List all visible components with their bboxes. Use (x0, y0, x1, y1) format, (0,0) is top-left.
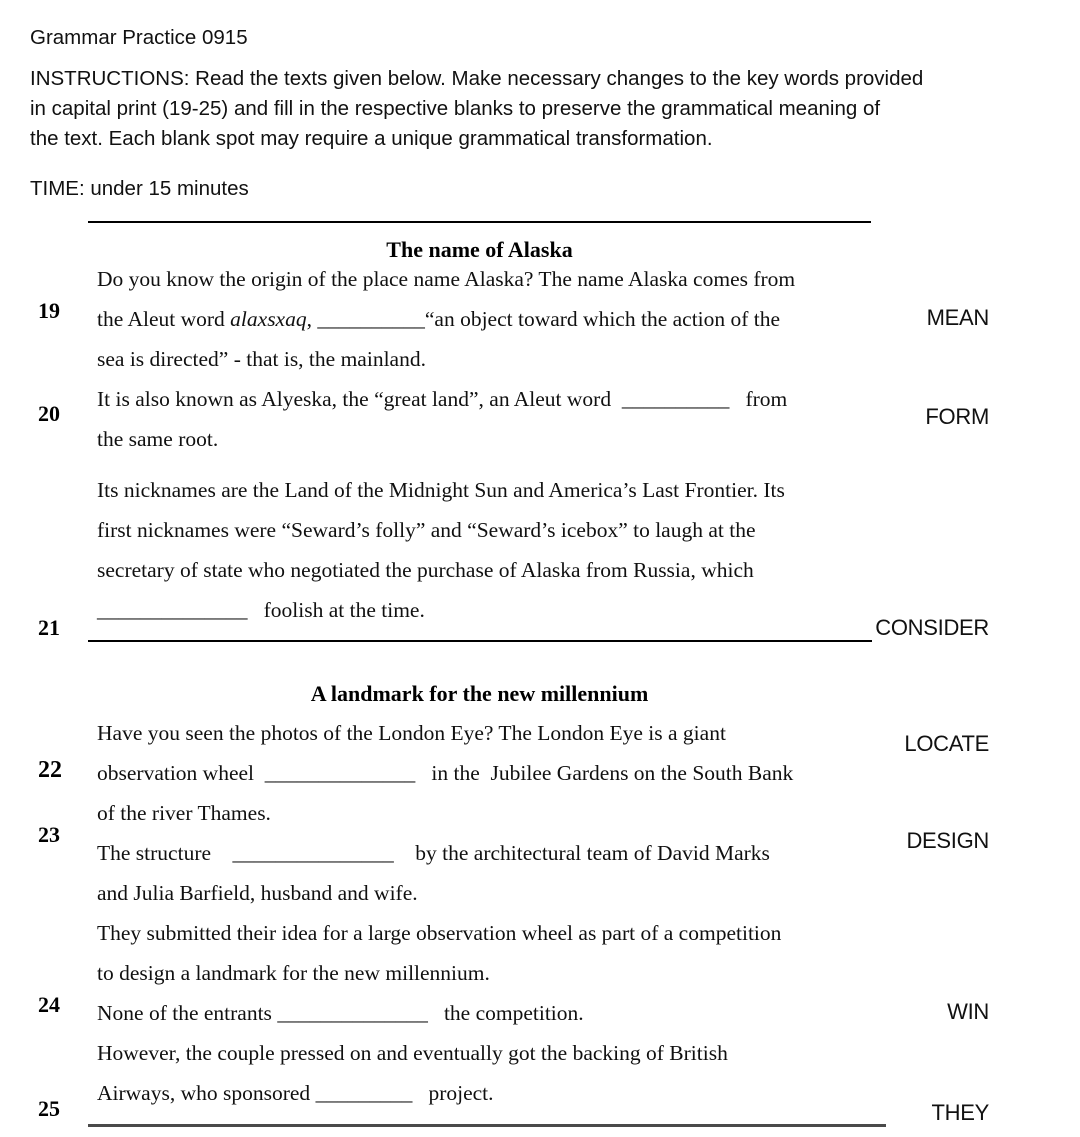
text-line (97, 1003, 584, 1025)
blank-21: ______________ (97, 598, 248, 622)
instructions-line-1: INSTRUCTIONS: Read the texts given below. Make necessary changes to the key words provided (30, 67, 924, 90)
text-run: They submitted their idea for a large observation wheel as part of a competition (97, 921, 782, 945)
text-line (97, 389, 787, 411)
instructions-line-2: in capital print (19-25) and fill in the respective blanks to preserve the grammatical meaning of (30, 97, 881, 120)
keyword-20: FORM (925, 404, 989, 429)
text-line (97, 963, 490, 985)
text-run: in the Jubilee Gardens on the South Bank (415, 761, 794, 785)
item-number-25: 25 (38, 1096, 60, 1121)
text-line (97, 429, 218, 451)
text-run: the competition. (427, 1001, 584, 1025)
text-run: , (306, 307, 318, 331)
text-run: project. (412, 1081, 494, 1105)
text-line (97, 843, 770, 865)
section-title-alaska: The name of Alaska (386, 237, 573, 262)
text-line (97, 560, 754, 582)
text-run: foolish at the time. (247, 598, 425, 622)
text-run: sea is directed” - that is, the mainland. (97, 347, 426, 371)
page-title: Grammar Practice 0915 (30, 26, 248, 49)
text-run: Have you seen the photos of the London Eye? The London Eye is a giant (97, 721, 726, 745)
blank-20: __________ (621, 387, 730, 411)
item-number-19: 19 (38, 298, 60, 323)
text-run: by the architectural team of David Marks (393, 841, 770, 865)
text-line (97, 600, 425, 622)
section-title-landmark: A landmark for the new millennium (310, 681, 649, 706)
text-line (97, 349, 426, 371)
text-line (97, 723, 726, 745)
divider-top (88, 221, 871, 223)
text-line (97, 763, 793, 785)
text-run: the same root. (97, 427, 219, 451)
blank-22: ______________ (264, 761, 416, 785)
blank-23: _______________ (232, 841, 394, 865)
text-run: of the river Thames. (97, 801, 271, 825)
blank-25: _________ (315, 1081, 413, 1105)
blank-19: __________ (317, 307, 425, 331)
text-line (97, 923, 781, 945)
text-run: observation wheel (97, 761, 265, 785)
text-run: Airways, who sponsored (97, 1081, 316, 1105)
text-run: first nicknames were “Seward’s folly” and “Seward’s icebox” to laugh at the (97, 518, 756, 542)
text-run: the Aleut word (97, 307, 231, 331)
text-line (97, 803, 271, 825)
text-line (97, 480, 785, 502)
text-line (97, 520, 756, 542)
item-number-22: 22 (38, 757, 62, 783)
keyword-22: LOCATE (904, 731, 989, 756)
time-limit: TIME: under 15 minutes (30, 177, 249, 200)
text-run: Do you know the origin of the place name Alaska? The name Alaska comes from (97, 267, 796, 291)
text-line (97, 1043, 728, 1065)
text-line (97, 1083, 494, 1105)
text-run: “an object toward which the action of the (424, 307, 781, 331)
item-number-20: 20 (38, 401, 60, 426)
divider-middle (88, 640, 872, 642)
text-line (97, 883, 418, 905)
item-number-24: 24 (38, 992, 60, 1017)
keyword-23: DESIGN (906, 828, 989, 853)
italic-word: alaxsxaq (230, 307, 307, 331)
item-number-23: 23 (38, 822, 60, 847)
text-run: Its nicknames are the Land of the Midnight Sun and America’s Last Frontier. Its (97, 478, 785, 502)
text-line (97, 309, 780, 331)
text-run: However, the couple pressed on and eventually got the backing of British (97, 1041, 728, 1065)
text-run: from (729, 387, 788, 411)
keyword-25: THEY (931, 1100, 989, 1125)
text-run: It is also known as Alyeska, the “great land”, an Aleut word (97, 387, 622, 411)
keyword-24: WIN (947, 999, 989, 1024)
text-run: secretary of state who negotiated the purchase of Alaska from Russia, which (97, 558, 754, 582)
divider-bottom (88, 1124, 886, 1127)
text-run: to design a landmark for the new millennium. (97, 961, 490, 985)
text-run: The structure (97, 841, 233, 865)
text-run: None of the entrants (97, 1001, 278, 1025)
keyword-21: CONSIDER (875, 615, 989, 640)
text-run: and Julia Barfield, husband and wife. (97, 881, 418, 905)
item-number-21: 21 (38, 615, 60, 640)
instructions-line-3: the text. Each blank spot may require a unique grammatical transformation. (30, 127, 713, 150)
keyword-19: MEAN (926, 305, 989, 330)
blank-24: ______________ (277, 1001, 428, 1025)
text-line (97, 269, 795, 291)
